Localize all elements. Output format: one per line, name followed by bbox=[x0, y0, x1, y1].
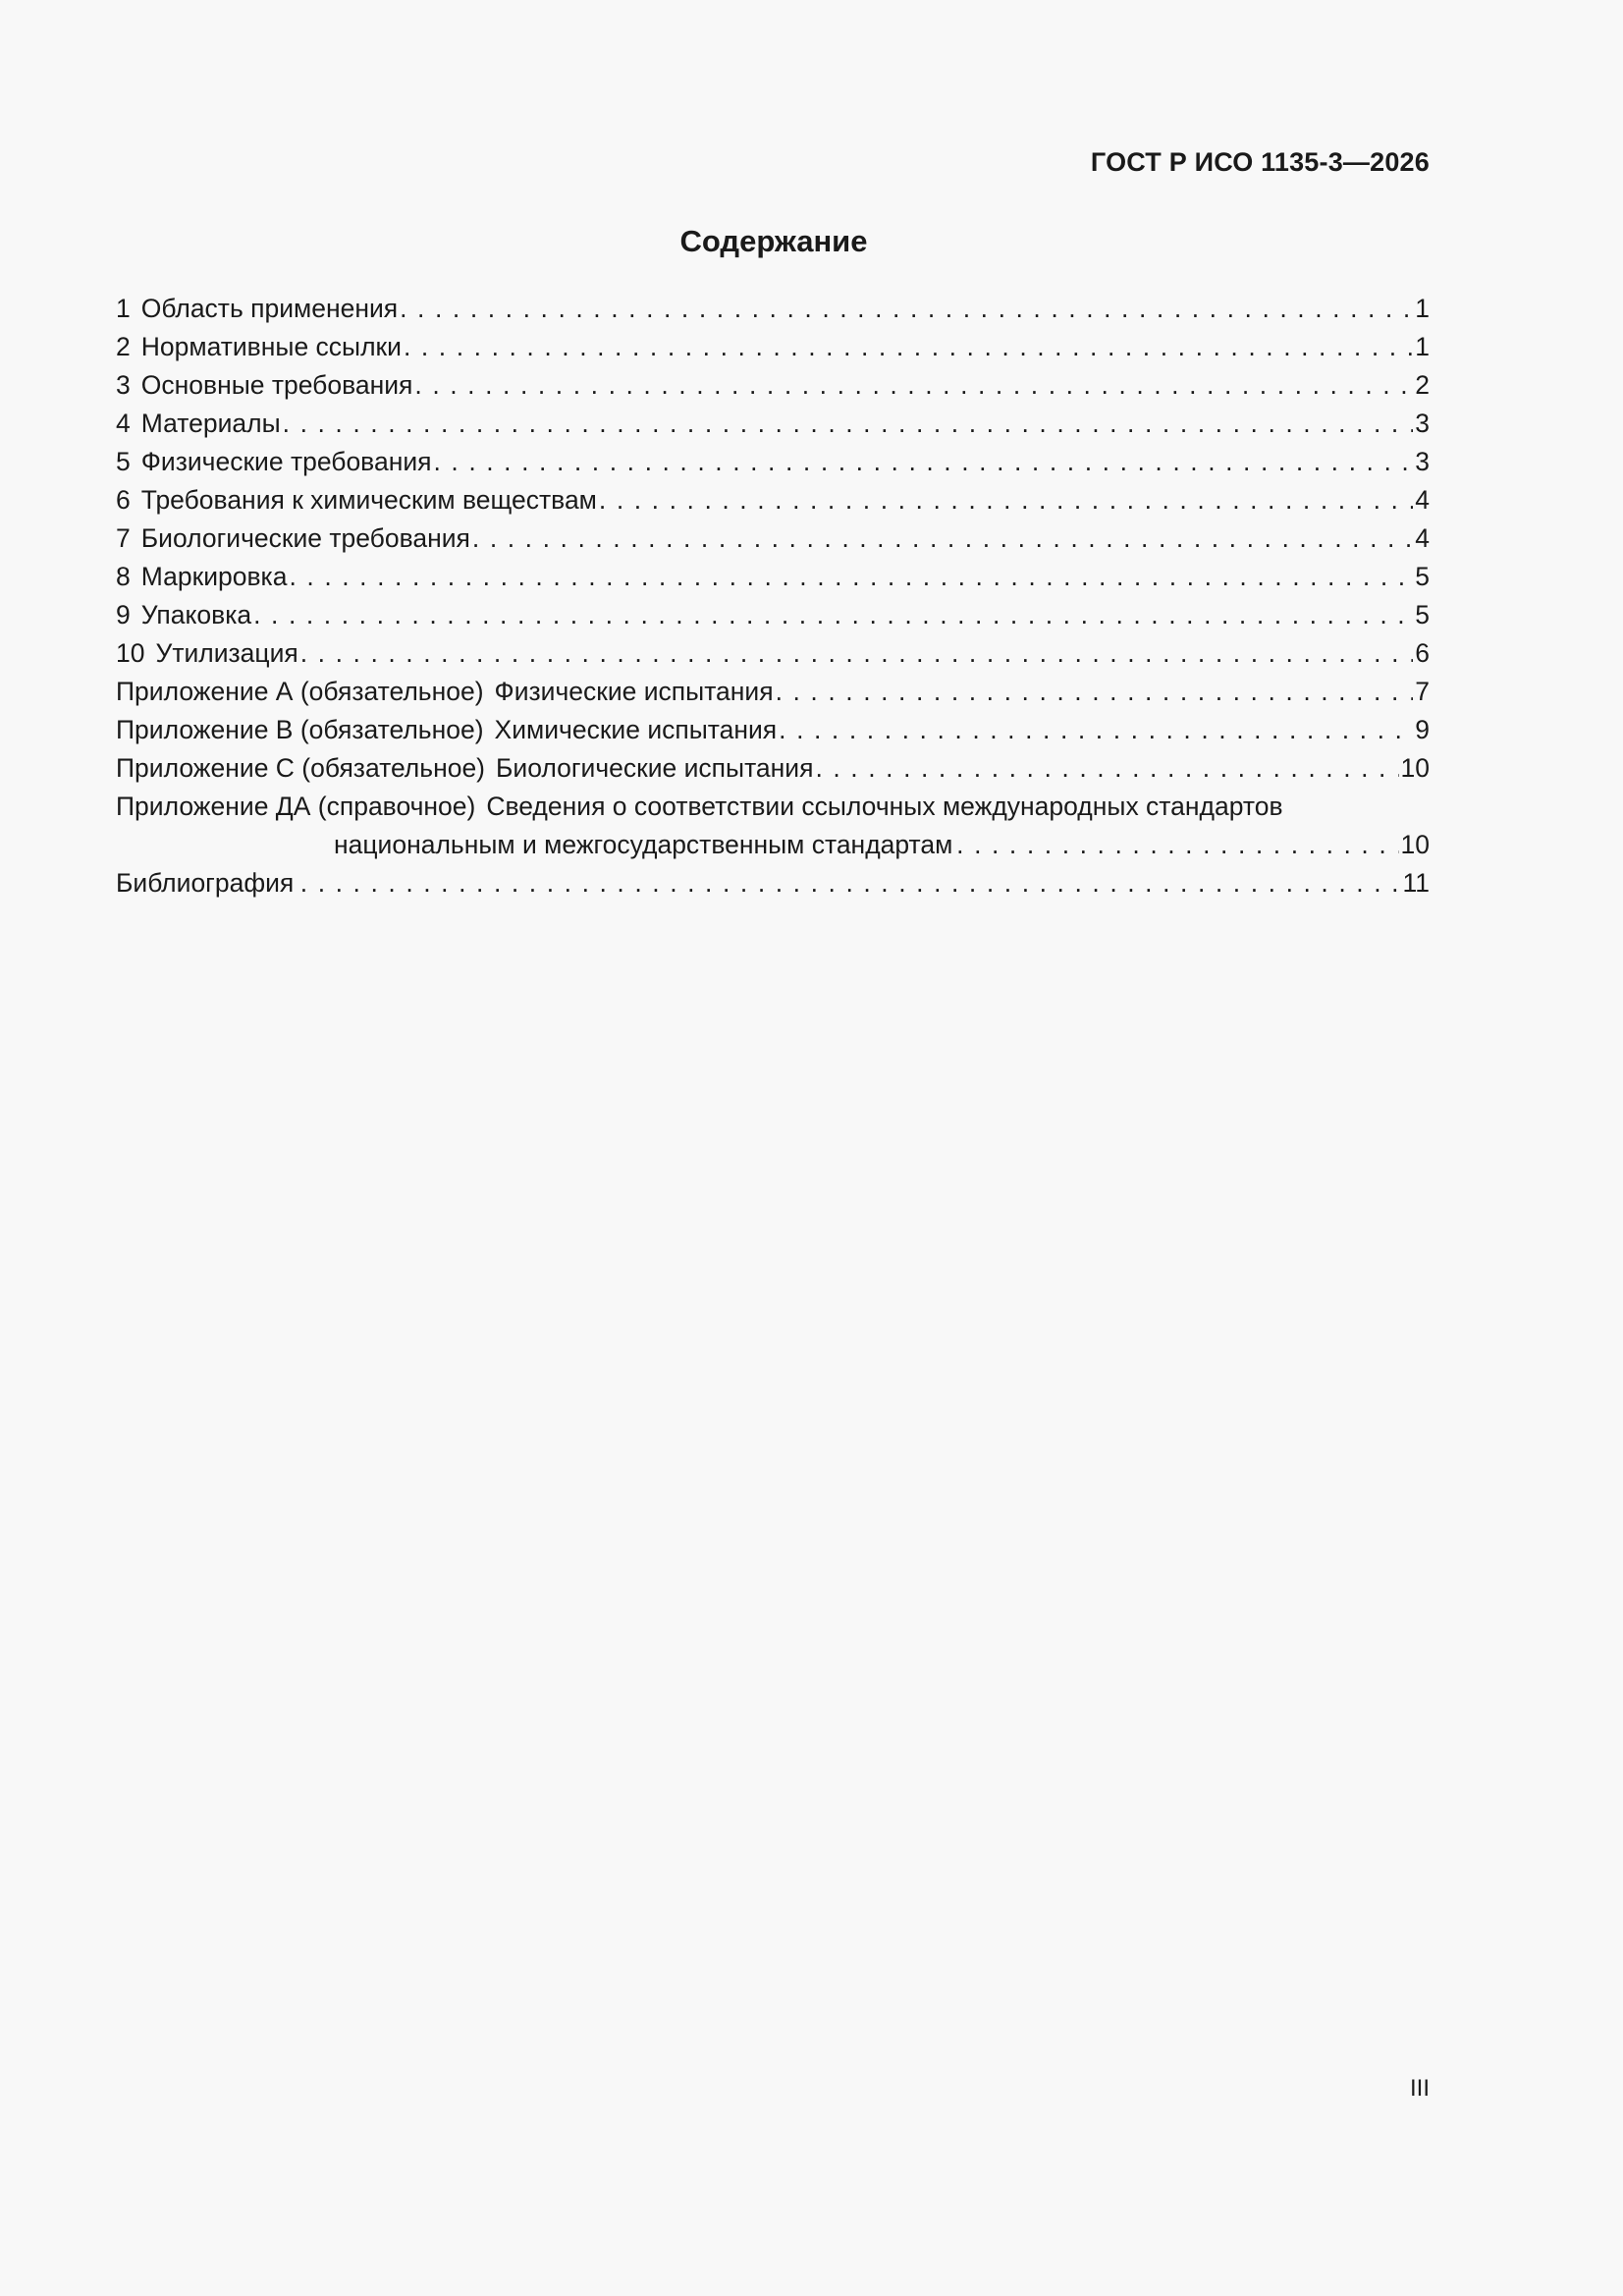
toc-annex-designation: Приложение А (обязательное) bbox=[116, 673, 495, 711]
toc-entry-number: 2 bbox=[116, 328, 141, 366]
toc-leader-dots bbox=[470, 519, 1413, 558]
toc-entry-label: Физические требования bbox=[141, 443, 432, 481]
toc-annex-da-first-line bbox=[116, 788, 1430, 826]
toc-entry-number: 10 bbox=[116, 634, 155, 673]
toc-entry-label: Основные требования bbox=[141, 366, 413, 405]
toc-entry-annex-a[interactable] bbox=[116, 673, 1430, 711]
toc-entry-page: 1 bbox=[1413, 290, 1430, 328]
toc-title: Содержание bbox=[679, 224, 868, 258]
toc-entry-page: 11 bbox=[1400, 864, 1430, 902]
toc-entry-number: 4 bbox=[116, 405, 141, 443]
toc-entry-label: Материалы bbox=[141, 405, 281, 443]
toc-entry-label: Библиография bbox=[116, 864, 294, 902]
toc-annex-designation: Приложение С (обязательное) bbox=[116, 749, 496, 788]
toc-entry-9[interactable] bbox=[116, 596, 1430, 634]
toc-entry-number: 6 bbox=[116, 481, 141, 519]
toc-leader-dots bbox=[412, 366, 1413, 405]
toc-entry-page: 5 bbox=[1413, 558, 1430, 596]
toc-entry-page: 10 bbox=[1399, 826, 1430, 864]
toc-entry-annex-b[interactable] bbox=[116, 711, 1430, 749]
toc-entry-page: 2 bbox=[1413, 366, 1430, 405]
toc-entry-3[interactable] bbox=[116, 366, 1430, 405]
document-code: ГОСТ Р ИСО 1135-3—2026 bbox=[1090, 147, 1430, 177]
toc-entry-page: 9 bbox=[1413, 711, 1430, 749]
toc-entry-page: 4 bbox=[1413, 519, 1430, 558]
toc-annex-designation: Приложение В (обязательное) bbox=[116, 711, 495, 749]
toc-entry-10[interactable] bbox=[116, 634, 1430, 673]
toc-leader-dots bbox=[251, 596, 1413, 634]
toc-entry-2[interactable] bbox=[116, 328, 1430, 366]
toc-entry-6[interactable] bbox=[116, 481, 1430, 519]
toc-entry-label: Биологические испытания bbox=[496, 749, 813, 788]
toc-entry-1[interactable] bbox=[116, 290, 1430, 328]
toc-entry-page: 3 bbox=[1413, 405, 1430, 443]
toc-entry-number: 3 bbox=[116, 366, 141, 405]
toc-leader-dots bbox=[287, 558, 1413, 596]
toc-entry-annex-c[interactable] bbox=[116, 749, 1430, 788]
toc-entry-8[interactable] bbox=[116, 558, 1430, 596]
toc-entry-number: 7 bbox=[116, 519, 141, 558]
toc-entry-label: Нормативные ссылки bbox=[141, 328, 402, 366]
toc-entry-number: 5 bbox=[116, 443, 141, 481]
toc-entry-annex-da[interactable] bbox=[116, 788, 1430, 864]
page-number: III bbox=[1409, 2075, 1430, 2102]
toc-leader-dots bbox=[298, 634, 1414, 673]
toc-entry-label: Физические испытания bbox=[495, 673, 774, 711]
toc-leader-dots bbox=[281, 405, 1414, 443]
toc-leader-dots bbox=[777, 711, 1413, 749]
toc-entry-number: 9 bbox=[116, 596, 141, 634]
toc-entry-number: 1 bbox=[116, 290, 141, 328]
toc-leader-dots bbox=[398, 290, 1413, 328]
toc-entry-page: 6 bbox=[1413, 634, 1430, 673]
toc-leader-dots bbox=[402, 328, 1413, 366]
toc-entry-label: Упаковка bbox=[141, 596, 251, 634]
toc-entry-page: 10 bbox=[1399, 749, 1430, 788]
toc-entry-5[interactable] bbox=[116, 443, 1430, 481]
toc-entry-label: Маркировка bbox=[141, 558, 288, 596]
toc-entry-page: 7 bbox=[1413, 673, 1430, 711]
toc-entry-page: 3 bbox=[1413, 443, 1430, 481]
toc-entry-page: 4 bbox=[1413, 481, 1430, 519]
toc-entry-7[interactable] bbox=[116, 519, 1430, 558]
toc-entry-4[interactable] bbox=[116, 405, 1430, 443]
toc-entry-bibliography[interactable] bbox=[116, 864, 1430, 902]
toc-entry-number: 8 bbox=[116, 558, 141, 596]
toc-entry-label: Сведения о соответствии ссылочных международных стандартов bbox=[486, 792, 1283, 821]
toc-entry-label: Требования к химическим веществам bbox=[141, 481, 597, 519]
toc-annex-designation: Приложение ДА (справочное) bbox=[116, 792, 486, 821]
toc-leader-dots bbox=[298, 864, 1401, 902]
table-of-contents bbox=[116, 290, 1430, 902]
toc-leader-dots bbox=[431, 443, 1413, 481]
toc-entry-page: 1 bbox=[1413, 328, 1430, 366]
toc-entry-label: Область применения bbox=[141, 290, 398, 328]
toc-entry-label-continuation: национальным и межгосударственным стандартам bbox=[334, 826, 952, 864]
toc-entry-label: Биологические требования bbox=[141, 519, 470, 558]
toc-leader-dots bbox=[774, 673, 1414, 711]
toc-leader-dots bbox=[954, 826, 1398, 864]
toc-entry-page: 5 bbox=[1413, 596, 1430, 634]
toc-entry-label: Химические испытания bbox=[495, 711, 778, 749]
toc-leader-dots bbox=[813, 749, 1398, 788]
toc-entry-label: Утилизация bbox=[155, 634, 298, 673]
toc-leader-dots bbox=[597, 481, 1413, 519]
